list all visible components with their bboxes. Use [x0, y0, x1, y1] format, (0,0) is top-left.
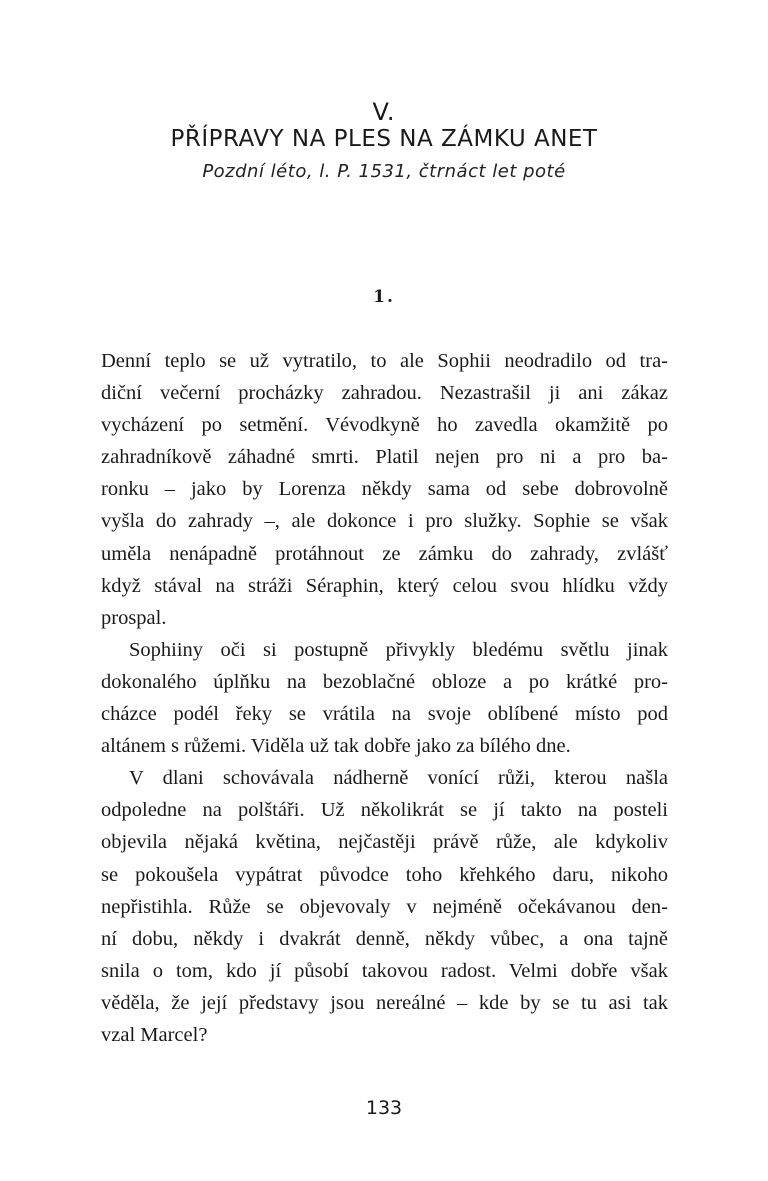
page-number: 133: [365, 1097, 403, 1119]
text-line: se pokoušela vypátrat původce toho křehkého daru, nikoho: [101, 863, 668, 886]
paragraph-1: [101, 345, 668, 634]
text-line: vyšla do zahrady –, ale dokonce i pro služky. Sophie se však: [101, 510, 668, 533]
text-line: altánem s růžemi. Viděla už tak dobře jako za bílého dne.: [101, 735, 571, 758]
chapter-subtitle: Pozdní léto, l. P. 1531, čtrnáct let poté: [202, 161, 566, 182]
text-line: snila o tom, kdo jí působí takovou radost. Velmi dobře však: [101, 959, 668, 982]
text-line: Denní teplo se už vytratilo, to ale Sophii neodradilo od tra-: [101, 350, 668, 372]
text-line: objevila nějaká květina, nejčastěji právě růže, ale kdykoliv: [101, 831, 668, 854]
text-line: dokonalého úplňku na bezoblačné obloze a po krátké pro-: [101, 670, 668, 693]
paragraph-3: [101, 762, 668, 1051]
text-line: cházce podél řeky se vrátila na svoje oblíbené místo pod: [101, 703, 668, 726]
text-line: diční večerní procházky zahradou. Nezastrašil ji ani zákaz: [101, 382, 668, 405]
text-line: zahradníkově záhadné smrti. Platil nejen pro ni a pro ba-: [101, 446, 668, 469]
text-line: vzal Marcel?: [101, 1023, 208, 1046]
text-line: nepřistihla. Růže se objevovaly v nejméně očekávanou den-: [101, 895, 668, 918]
paragraph-2: [101, 634, 668, 762]
text-line: odpoledne na polštáři. Už několikrát se jí takto na posteli: [101, 799, 668, 822]
chapter-number: V.: [372, 98, 396, 126]
body-text: [101, 345, 668, 1051]
text-line: věděla, že její představy jsou nereálné – kde by se tu asi tak: [101, 991, 668, 1014]
text-line: uměla nenápadně protáhnout ze zámku do zahrady, zvlášť: [101, 542, 668, 565]
text-line: Sophiiny oči si postupně přivykly bledému světlu jinak: [129, 638, 668, 661]
text-line: ronku – jako by Lorenza někdy sama od sebe dobrovolně: [101, 478, 668, 501]
chapter-title: PŘÍPRAVY NA PLES NA ZÁMKU ANET: [170, 126, 598, 152]
text-line: vycházení po setmění. Vévodkyně ho zavedla okamžitě po: [101, 414, 668, 437]
text-line: když stával na stráži Séraphin, který celou svou hlídku vždy: [101, 574, 668, 597]
text-line: prospal.: [101, 606, 167, 629]
text-line: V dlani schovávala nádherně vonící růži, kterou našla: [129, 767, 668, 790]
text-line: ní dobu, někdy i dvakrát denně, někdy vůbec, a ona tajně: [101, 927, 668, 950]
section-number: 1.: [373, 287, 395, 307]
